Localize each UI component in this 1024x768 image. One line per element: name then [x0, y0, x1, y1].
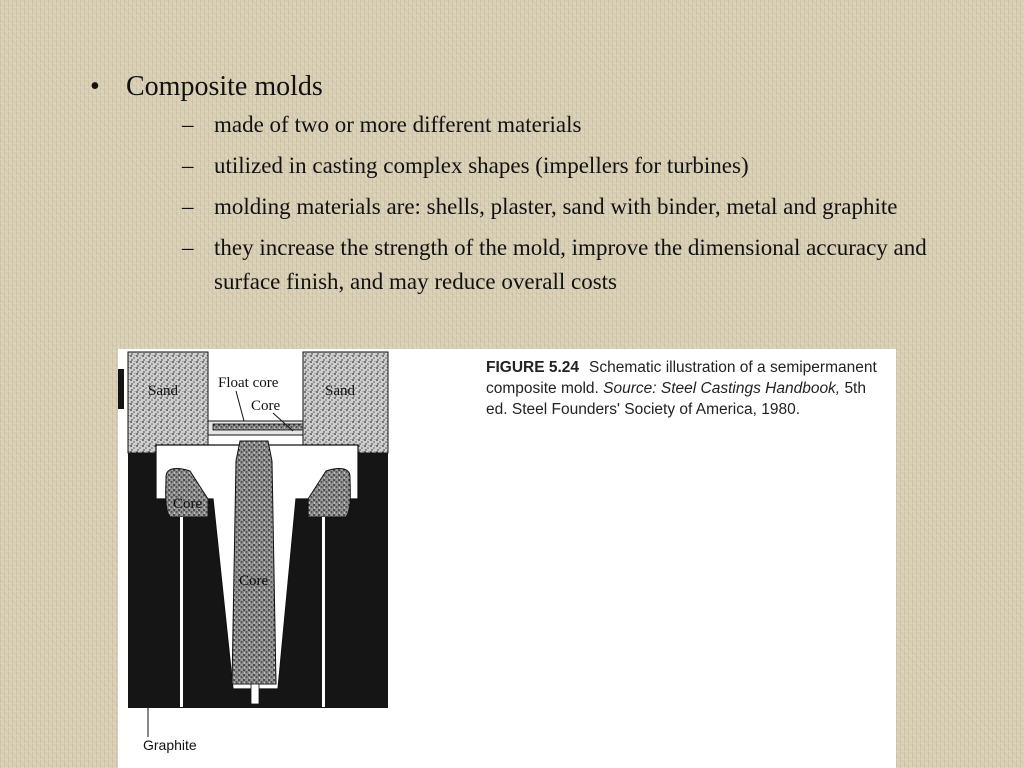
- mold-diagram: [118, 349, 488, 768]
- label-core-center: Core: [239, 573, 269, 589]
- center-pin: [251, 684, 259, 704]
- label-float-core: Float core: [218, 375, 279, 391]
- figure-caption: [486, 357, 886, 420]
- left-edge: [118, 369, 124, 409]
- label-graphite: Graphite: [143, 737, 197, 753]
- label-core-left: Core: [173, 496, 203, 512]
- center-core-shape: [232, 441, 276, 684]
- right-pin: [322, 517, 325, 707]
- caption-text: Schematic illustration of a semipermanent composite mold.: [486, 359, 877, 397]
- caption-source-rest: 5th ed. Steel Founders' Society of America, 1980.: [486, 380, 866, 418]
- label-core-top: Core: [251, 398, 281, 414]
- bullet-text: Composite molds: [126, 71, 323, 102]
- subpoint: – utilized in casting complex shapes (impellers for turbines): [126, 149, 962, 183]
- subpoint: – they increase the strength of the mold, improve the dimensional accuracy and surface finish, and may reduce overall costs: [126, 231, 962, 299]
- subpoint: – made of two or more different materials: [126, 108, 962, 142]
- subpoint-list: [126, 108, 962, 299]
- left-pin: [180, 517, 183, 707]
- sand-right-block: [303, 352, 388, 453]
- mold-figure: [118, 349, 896, 768]
- label-sand-right: Sand: [325, 383, 355, 399]
- bullet-composite-molds: [82, 66, 962, 299]
- caption-source-label: Source: Steel Castings Handbook,: [603, 380, 841, 397]
- subpoint: – molding materials are: shells, plaster, sand with binder, metal and graphite: [126, 190, 962, 224]
- label-sand-left: Sand: [148, 383, 178, 399]
- sand-left-block: [128, 352, 208, 453]
- bullet-list: [82, 66, 962, 306]
- figure-number: FIGURE 5.24: [486, 359, 580, 376]
- float-core-bar: [213, 424, 303, 430]
